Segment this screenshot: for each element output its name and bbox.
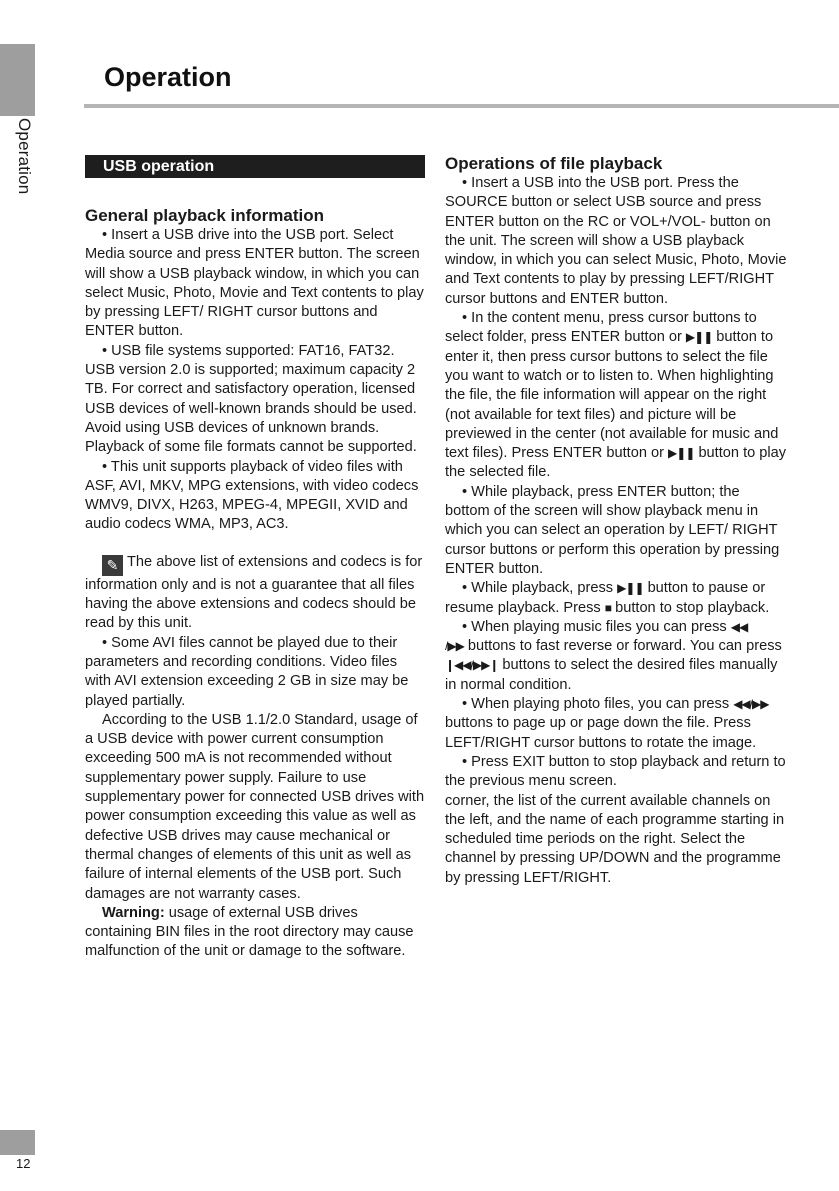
text-run: button to pause or resume playback. Press bbox=[445, 580, 766, 616]
paragraph bbox=[445, 309, 787, 483]
text-run: • When playing music files you can press bbox=[462, 618, 731, 635]
page-number: 12 bbox=[16, 1156, 31, 1171]
text-run: button to enter it, then press cursor buttons to select the file you want to watch or to listen to. When highlighting the file, the file information will appear on the right (not available for text files) and picture will be previewed in the center (not available for music and text files). Press ENTER button or bbox=[445, 329, 779, 462]
note-pencil-icon: ✎ bbox=[102, 555, 123, 576]
title-divider bbox=[84, 104, 839, 108]
note-text: The above list of extensions and codecs is for information only and is not a guarantee that all files having the above extensions and codecs should be read by this unit. bbox=[85, 553, 423, 632]
paragraph bbox=[445, 695, 787, 753]
paragraph: • Press EXIT button to stop playback and return to the previous menu screen. bbox=[445, 753, 786, 790]
paragraph: corner, the list of the current available channels on the left, and the name of each programme starting in scheduled time periods on the right. Select the channel by pressing UP/DOWN and the programme by pressing LEFT/RIGHT. bbox=[445, 792, 785, 886]
play-pause-icon: ▶❚❚ bbox=[685, 330, 713, 345]
prev-next-icon: ❙◀◀/▶▶❙ bbox=[445, 658, 499, 673]
paragraph: • This unit supports playback of video files with ASF, AVI, MKV, MPG extensions, with video codecs WMV9, DIVX, H263, MPEG-4, MPEGII, XVID and audio codecs WMA, MP3, AC3. bbox=[85, 458, 419, 533]
left-column bbox=[85, 155, 425, 962]
warning-label: Warning: bbox=[102, 904, 165, 921]
paragraph: According to the USB 1.1/2.0 Standard, usage of a USB device with power current consumption exceeding 500 mA is not recommended without supplementary power supply. Failure to use supplementary power for connected USB drives with power consumption exceeding this value as well as defective USB drives may cause mechanical or thermal changes of elements of this unit as well as failure of internal elements of the USB port. Such damages are not warranty cases. bbox=[85, 711, 425, 902]
text-run: buttons to page up or page down the file. Press LEFT/RIGHT cursor buttons to rotate the image. bbox=[445, 715, 757, 751]
play-pause-icon: ▶❚❚ bbox=[668, 446, 695, 461]
side-tab-marker bbox=[0, 44, 35, 116]
paragraph bbox=[445, 618, 787, 695]
play-pause-icon: ▶❚❚ bbox=[617, 581, 644, 596]
text-run: buttons to fast reverse or forward. You can press bbox=[463, 638, 782, 655]
paragraph: • Insert a USB drive into the USB port. Select Media source and press ENTER button. The screen will show a USB playback window, in which you can select Music, Photo, Movie and Text contents to play by pressing LEFT/ RIGHT cursor buttons and ENTER button. bbox=[85, 227, 424, 340]
stop-icon: ■ bbox=[604, 600, 612, 615]
note-paragraph bbox=[85, 553, 425, 634]
warning-text: usage of external USB drives containing BIN files in the root directory may cause malfunction of the unit or damage to the software. bbox=[85, 904, 414, 960]
rewind-icon: ◀◀ bbox=[730, 619, 748, 634]
rewind-forward-icon: ◀◀/▶▶ bbox=[733, 697, 769, 712]
text-run: • While playback, press bbox=[462, 580, 618, 597]
subtitle-file-playback: Operations of file playback bbox=[445, 154, 663, 173]
paragraph bbox=[445, 579, 787, 618]
text-run: buttons to select the desired files manually in normal condition. bbox=[445, 657, 778, 693]
text-run: • In the content menu, press cursor buttons to select folder, press ENTER button or bbox=[445, 310, 757, 346]
section-title-bar: USB operation bbox=[85, 155, 425, 178]
paragraph: • Insert a USB into the USB port. Press the SOURCE button or select USB source and press ENTER button on the RC or VOL+/VOL- button on the unit. The screen will show a USB playback window, in which you can select Music, Photo, Movie and Text contents to play by pressing LEFT/RIGHT cursor buttons and ENTER button. bbox=[445, 175, 787, 307]
spacer bbox=[85, 535, 425, 553]
page-number-tab bbox=[0, 1130, 35, 1155]
warning-paragraph bbox=[85, 904, 425, 962]
text-run: • When playing photo files, you can press bbox=[462, 696, 734, 713]
paragraph: • Some AVI files cannot be played due to their parameters and recording conditions. Video files with AVI extension exceeding 2 GB in size may be played partially. bbox=[85, 634, 409, 709]
paragraph: • USB file systems supported: FAT16, FAT32. USB version 2.0 is supported; maximum capacity 2 TB. For correct and satisfactory operation, licensed USB devices of well-known brands should be used. Avoid using USB devices of unknown brands. Playback of some file formats cannot be supported. bbox=[85, 342, 417, 456]
right-column bbox=[445, 153, 787, 888]
text-run: button to play the selected file. bbox=[445, 445, 787, 481]
side-section-label: Operation bbox=[15, 118, 34, 195]
page-title: Operation bbox=[104, 62, 232, 92]
subtitle-general-playback: General playback information bbox=[85, 206, 325, 225]
paragraph: • While playback, press ENTER button; the bottom of the screen will show playback menu in which you can select an operation by LEFT/ RIGHT cursor buttons or perform this operation by pressing ENTER button. bbox=[445, 483, 780, 577]
text-run: button to stop playback. bbox=[611, 599, 770, 616]
fast-forward-icon: /▶▶ bbox=[445, 639, 464, 654]
